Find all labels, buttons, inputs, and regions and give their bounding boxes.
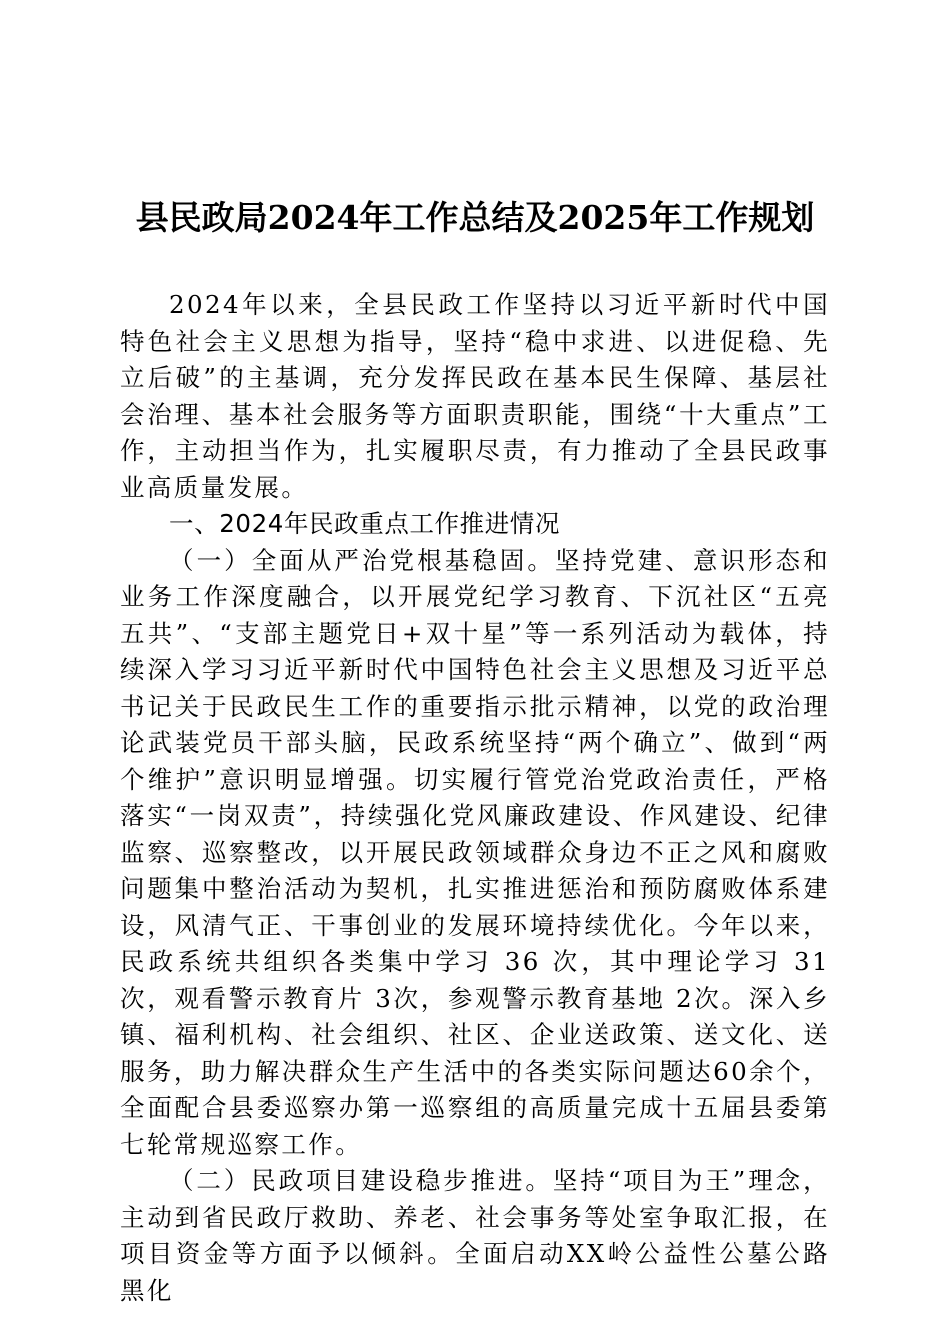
- document-title: 县民政局2024年工作总结及2025年工作规划: [135, 198, 815, 237]
- item-1-body: 坚持党建、意识形态和业务工作深度融合，以开展党纪学习教育、下沉社区“五亮五共”、“支部主题党日+双十星”等一系列活动为载体，持续深入学习习近平新时代中国特色社会主义思想及习近平总书记关于民政民生工作的重要指示批示精神，以党的政治理论武装党员干部头脑，民政系统坚持“两个确立”、做到“两个维护”意识明显增强。切实履行管党治党政治责任，严格落实“一岗双责”，持续强化党风廉政建设、作风建设、纪律监察、巡察整改，以开展民政领域群众身边不正之风和腐败问题集中整治活动为契机，扎实推进惩治和预防腐败体系建设，风清气正、干事创业的发展环境持续优化。今年以来，民政系统共组织各类集中学习 36 次，其中理论学习 31次，观看警示教育片 3次，参观警示教育基地 2次。深入乡镇、福利机构、社会组织、社区、企业送政策、送文化、送服务，助力解决群众生产生活中的各类实际问题达60余个，全面配合县委巡察办第一巡察组的高质量完成十五届县委第七轮常规巡察工作。: [120, 545, 830, 1159]
- intro-paragraph: 2024年以来，全县民政工作坚持以习近平新时代中国特色社会主义思想为指导，坚持“稳中求进、以进促稳、先立后破”的主基调，充分发挥民政在基本民生保障、基层社会治理、基本社会服务等方面职责职能，围绕“十大重点”工作，主动担当作为，扎实履职尽责，有力推动了全县民政事业高质量发展。: [120, 290, 830, 502]
- item-2-paragraph: [120, 1163, 830, 1309]
- item-2-lead: （二）民政项目建设稳步推进。: [169, 1166, 553, 1195]
- item-1-lead: （一）全面从严治党根基稳固。: [169, 545, 555, 575]
- item-1-paragraph: [120, 543, 830, 1164]
- document-body: [120, 287, 830, 1309]
- item-2-body: 坚持“项目为王”理念，主动到省民政厅救助、养老、社会事务等处室争取汇报，在项目资金等方面予以倾斜。全面启动XX岭公益性公墓公路黑化: [120, 1166, 830, 1305]
- section-heading: 一、2024年民政重点工作推进情况: [169, 509, 561, 538]
